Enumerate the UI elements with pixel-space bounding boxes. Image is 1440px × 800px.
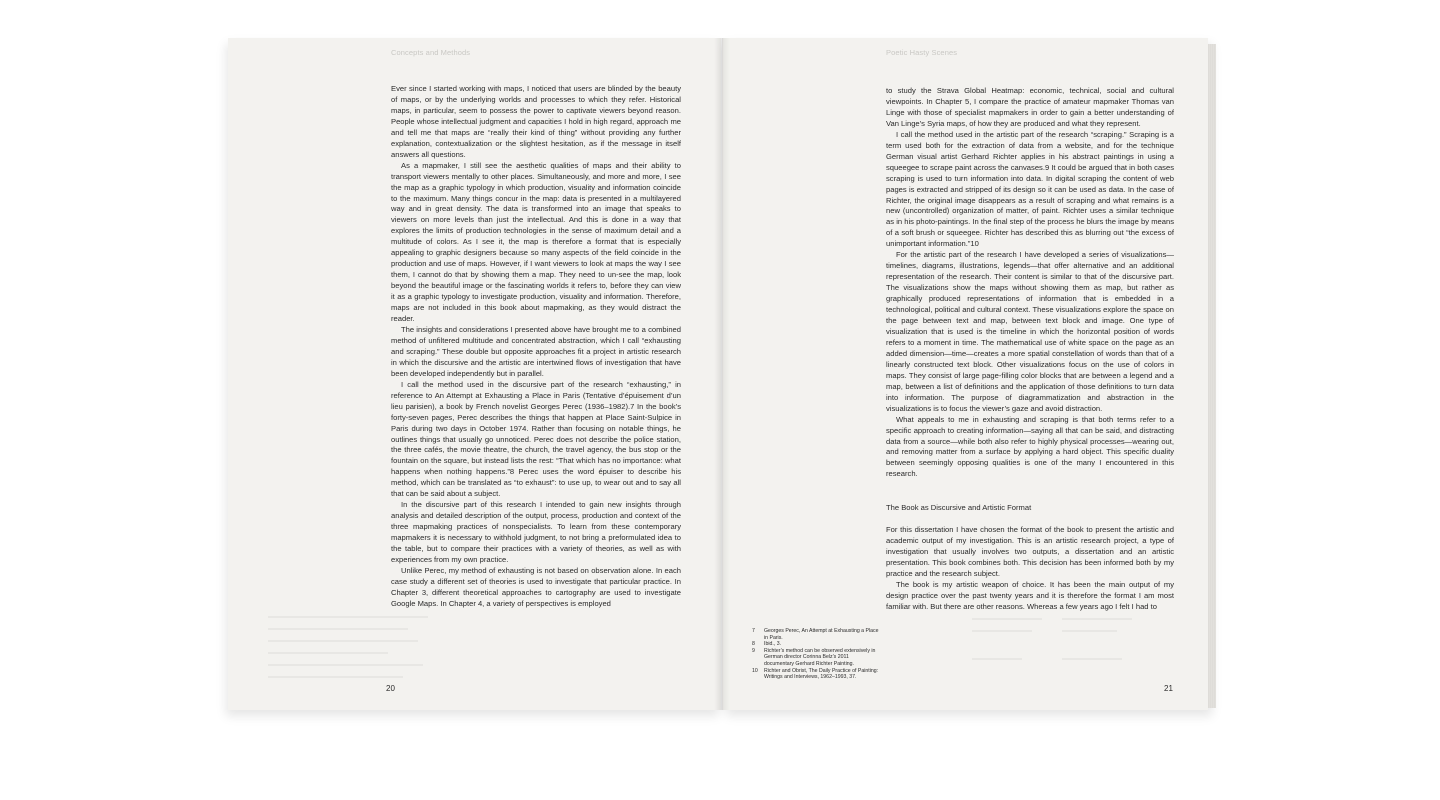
footnote-text: Georges Perec, An Attempt at Exhausting a Place in Paris. [764, 628, 879, 641]
page-number-right: 21 [1164, 684, 1173, 693]
footnote-text: Richter and Obrist, The Daily Practice of Painting: Writings and Interviews, 1962–1993, 37. [764, 667, 879, 681]
paragraph: The book is my artistic weapon of choice. It has been the main output of my design practice over the past twenty years and it is therefore the format I am most familiar with. But there are other reasons. Whereas a few years ago I felt I had to [886, 580, 1174, 611]
running-head-left: Concepts and Methods [391, 48, 471, 57]
open-book [228, 38, 1214, 710]
paragraph: For the artistic part of the research I have developed a series of visualizations—timelines, diagrams, illustrations, legends—that offer alternative and an additional representation of the research. Their content is similar to that of the discursive part. The visualizations show the maps without showing them as map, but rather as graphically produced representations of information that is embedded in a technological, political and cultural context. These visualizations explore the space on the page between text and map, between text block and image. One type of visualization that is used is the timeline in which the horizontal position of words refers to a moment in time. The mathematical use of white space on the page as an added dimension—time—creates a more spatial constellation of words than that of a linearly constructed text block. Other visualizations focus on the use of colors in maps. They consist of large page-filling color blocks that are between a legend and a map, between a list of definitions and the application of those definitions to turn data into information. The purpose of diagrammatization and abstraction in the visualizations is to focus the viewer’s gaze and avoid distraction. [886, 250, 1174, 413]
paragraph: As a mapmaker, I still see the aesthetic qualities of maps and their ability to transport viewers mentally to other places. Simultaneously, and more and more, I see the map as a graphic typology in which production, visuality and information coincide to the maximum. Many things concur in the map: data is presented in a multilayered way and in great density. The data is transformed into an image that speaks to viewers on more levels than just the intellectual. And this is done in a way that explores the limits of production technologies in the sense of maximum detail and a multitude of colors. As I see it, the map is therefore a format that is especially appealing to graphic designers because so many aspects of the field coincide in the production and use of maps. However, if I want viewers to look at maps the way I see them, I cannot do that by showing them a map. They need to un-see the map, look beyond the beautiful image or the fascinating worlds it refers to, before they can view it as a graphic typology to investigate production, visuality and information. Therefore, maps are not included in this book about mapmaking, as they would distract the reader. [391, 160, 681, 324]
left-page [228, 38, 721, 710]
right-page [722, 38, 1208, 710]
paragraph: I call the method used in the artistic part of the research “scraping.” Scraping is a term used both for the extraction of data from a website, and for the technique German visual artist Gerhard Richter applies in his abstract paintings in using a squeegee to scrape paint across the canvases.9 It could be argued that in both cases scraping is used to turn information into data. In digital scraping the content of web pages is extracted and stripped of its design so it can be used as data. In the case of Richter, the original image disappears as a result of scraping and what remains is a new (uncontrolled) organization of matter, of paint. Richter uses a similar technique as in his photo-paintings. In the final step of the process he blurs the image by means of a soft brush or squeegee. Richter has described this as blurring out “the excess of unimportant information.”10 [886, 129, 1174, 249]
footnote-number: 8 [752, 641, 755, 648]
running-head-right: Poetic Hasty Scenes [886, 48, 958, 57]
paragraph: In the discursive part of this research I intended to gain new insights through analysis and detailed description of the output, process, production and context of the three mapmaking practices of nonspecialists. To learn from these contemporary mapmakers it is necessary to withhold judgment, to not bring a preformulated idea to the table, but to compare their practices with a variety of theories, as well as with experiences from my own practice. [391, 500, 681, 564]
footnote-number: 10 [752, 667, 758, 674]
paragraph: For this dissertation I have chosen the format of the book to present the artistic and academic output of my investigation. This is an artistic research project, a type of investigation that usually involves two outputs, a dissertation and an artistic presentation. This book combines both. This decision has been informed both by my practice and the research subject. [886, 525, 1174, 579]
paragraph: The insights and considerations I presented above have brought me to a combined method of unfiltered multitude and concentrated abstraction, which I call “exhausting and scraping.” These double but opposite approaches fit a project in artistic research in which the discursive and the artistic are intertwined flows of investigation that have been developed independently but in parallel. [391, 324, 681, 378]
footnote-text: Ibid., 3. [764, 641, 782, 648]
paragraph: to study the Strava Global Heatmap: economic, technical, social and cultural viewpoints. In Chapter 5, I compare the practice of amateur mapmaker Thomas van Linge with those of specialist mapmakers in order to gain a better understanding of Van Linge’s Syria maps, of how they are produced and what they represent. [886, 86, 1174, 128]
paragraph: What appeals to me in exhausting and scraping is that both terms refer to a specific approach to creating information—saying all that can be said, and distracting data from a source—while both also refer to highly physical processes—wearing out, and removing matter from a surface by applying a hard object. This specific duality between seemingly opposing qualities is one of the many I encountered in this research. [886, 414, 1174, 479]
footnote-number: 7 [752, 628, 755, 634]
paragraph: Unlike Perec, my method of exhausting is not based on observation alone. In each case study a different set of theories is used to investigate that particular practice. In Chapter 3, different theoretical approaches to cartography are used to investigate Google Maps. In Chapter 4, a variety of perspectives is employed [391, 565, 681, 608]
page-number-left: 20 [386, 684, 395, 693]
footnote [752, 628, 880, 641]
book-gutter [714, 38, 730, 710]
footnote [752, 641, 880, 648]
footnotes [752, 628, 880, 681]
right-text-column [886, 86, 1174, 613]
section-heading: The Book as Discursive and Artistic Format [886, 503, 1032, 513]
footnote [752, 668, 880, 681]
footnote-number: 9 [752, 647, 755, 654]
left-text-column [391, 84, 681, 610]
footnote [752, 648, 880, 668]
paragraph: Ever since I started working with maps, I noticed that users are blinded by the beauty of maps, or by the underlying worlds and processes to which they refer. Historical maps, in particular, seem to possess the power to captivate viewers beyond reason. People whose intellectual judgment and capacities I hold in high regard, approach me and tell me that maps are “really their kind of thing” without providing any further explanation, contextualization or the slightest hesitation, as if the message in itself answers all questions. [391, 84, 681, 159]
paragraph: I call the method used in the discursive part of the research “exhausting,” in reference to An Attempt at Exhausting a Place in Paris (Tentative d’épuisement d’un lieu parisien), a book by French novelist Georges Perec (1936–1982).7 In the book’s forty-seven pages, Perec describes the things that happen at Place Saint-Sulpice in Paris during two days in October 1974. Rather than focusing on notable things, he outlines things that usually go unnoticed. Perec does not describe the police station, the three cafés, the movie theatre, the church, the travel agency, the bus stop or the fountain on the square, but instead lists the rest: “That which has no importance: what happens when nothing happens.”8 Perec uses the word épuiser to describe his method, which can be translated as “to exhaust”: to use up, to wear out and to say all that can be said about a subject. [391, 379, 681, 499]
footnote-text: Richter’s method can be observed extensively in German director Corinna Belz’s 2011 documentary Gerhard Richter Painting. [764, 647, 876, 667]
page-edges [1208, 44, 1216, 708]
